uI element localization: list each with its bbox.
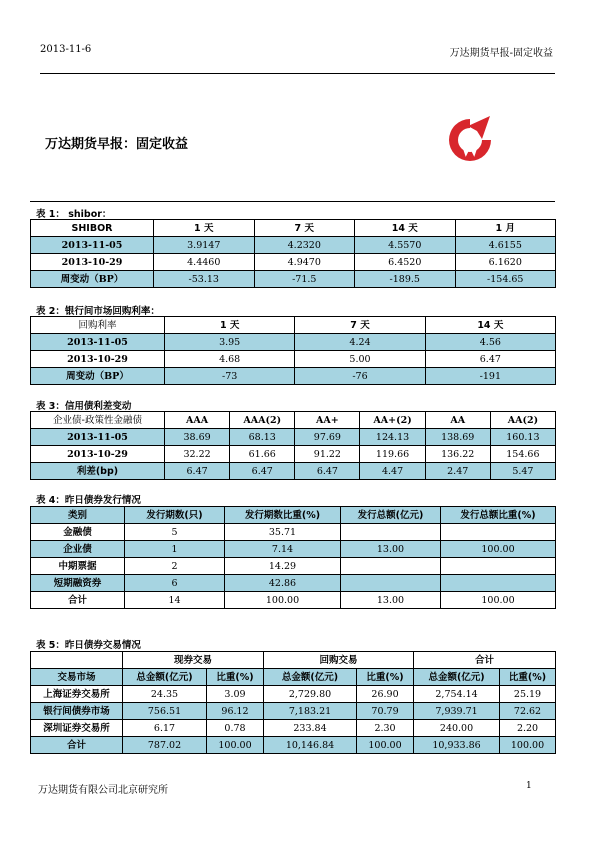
table-cell: 68.13 — [230, 429, 295, 446]
row-label: 深圳证券交易所 — [31, 720, 123, 737]
header-cell: 总金额(亿元) — [264, 669, 357, 686]
table5-caption: 表 5：昨日债券交易情况 — [36, 640, 141, 651]
header-cell: 比重(%) — [207, 669, 264, 686]
wanda-futures-logo-icon — [444, 113, 496, 169]
title-divider — [30, 201, 555, 202]
header-cell: AA+ — [295, 412, 360, 429]
table-cell: 3.09 — [207, 686, 264, 703]
table-cell: 6.4520 — [355, 254, 456, 271]
table-cell: 100.00 — [441, 541, 556, 558]
group-header-cell: 回购交易 — [264, 652, 414, 669]
table-cell: 4.2320 — [254, 237, 355, 254]
table-cell: 2.47 — [425, 463, 490, 480]
table-cell: 6.47 — [230, 463, 295, 480]
table-cell: 32.22 — [165, 446, 230, 463]
table-cell: 5 — [125, 524, 225, 541]
table-row — [31, 737, 556, 754]
table-cell: 100.00 — [207, 737, 264, 754]
header-cell: 比重(%) — [357, 669, 414, 686]
table-cell: 70.79 — [357, 703, 414, 720]
table-cell: 13.00 — [341, 541, 441, 558]
row-label: 2013-11-05 — [31, 237, 154, 254]
table-cell: 7,183.21 — [264, 703, 357, 720]
credit-spread-table — [30, 411, 556, 480]
table-cell: 72.62 — [500, 703, 556, 720]
header-cell: 发行总额比重(%) — [441, 507, 556, 524]
group-header-cell: 现券交易 — [123, 652, 264, 669]
repo-rate-table — [30, 316, 556, 385]
empty-cell — [31, 652, 123, 669]
table-cell: 154.66 — [490, 446, 555, 463]
table-cell: 6 — [125, 575, 225, 592]
table-cell — [441, 524, 556, 541]
table-cell: 6.47 — [425, 351, 555, 368]
header-cell: 类别 — [31, 507, 125, 524]
table-cell: 100.00 — [357, 737, 414, 754]
page-title: 万达期货早报：固定收益 — [45, 137, 189, 152]
table-cell: 233.84 — [264, 720, 357, 737]
table-cell: 119.66 — [360, 446, 425, 463]
row-label: 2013-11-05 — [31, 334, 165, 351]
header-cell: 发行总额(亿元) — [341, 507, 441, 524]
table-cell: 4.4460 — [154, 254, 255, 271]
table-cell: 787.02 — [123, 737, 207, 754]
table-cell: -189.5 — [355, 271, 456, 288]
header-cell: 发行期数比重(%) — [225, 507, 341, 524]
row-label: 银行间债券市场 — [31, 703, 123, 720]
header-cell: 发行期数(只) — [125, 507, 225, 524]
header-cell: 1 天 — [154, 220, 255, 237]
header-cell: SHIBOR — [31, 220, 154, 237]
table-cell — [341, 558, 441, 575]
table-cell: 1 — [125, 541, 225, 558]
table-row — [31, 446, 556, 463]
table4-caption: 表 4：昨日债券发行情况 — [36, 495, 141, 506]
header-cell: 总金额(亿元) — [123, 669, 207, 686]
table-cell: 756.51 — [123, 703, 207, 720]
table-cell: 124.13 — [360, 429, 425, 446]
table-cell: 13.00 — [341, 592, 441, 609]
table-cell: 4.47 — [360, 463, 425, 480]
row-label: 利差(bp) — [31, 463, 165, 480]
table-row — [31, 368, 556, 385]
table-row — [31, 254, 556, 271]
row-label: 企业债 — [31, 541, 125, 558]
row-label: 合计 — [31, 737, 123, 754]
table-cell: -73 — [165, 368, 295, 385]
table-cell: 26.90 — [357, 686, 414, 703]
shibor-table — [30, 219, 556, 288]
header-cell: 14 天 — [355, 220, 456, 237]
table-cell: -154.65 — [455, 271, 556, 288]
header-cell: 企业债-政策性金融债 — [31, 412, 165, 429]
row-label: 2013-10-29 — [31, 254, 154, 271]
table-cell: 7.14 — [225, 541, 341, 558]
table-cell: 4.9470 — [254, 254, 355, 271]
table-row — [31, 592, 556, 609]
header-cell: AAA(2) — [230, 412, 295, 429]
table-row — [31, 703, 556, 720]
table-row — [31, 686, 556, 703]
table-cell — [441, 575, 556, 592]
table-row — [31, 271, 556, 288]
table-cell — [441, 558, 556, 575]
table-cell: 100.00 — [500, 737, 556, 754]
table-cell: 4.24 — [295, 334, 425, 351]
table-cell: 2,729.80 — [264, 686, 357, 703]
row-label: 短期融资券 — [31, 575, 125, 592]
header-cell: 7 天 — [295, 317, 425, 334]
footer-organization: 万达期货有限公司北京研究所 — [38, 785, 168, 796]
table-cell: 7,939.71 — [414, 703, 500, 720]
table-cell: 4.5570 — [355, 237, 456, 254]
table-row — [31, 351, 556, 368]
table3-caption: 表 3：信用债利差变动 — [36, 401, 132, 412]
table-cell: 4.6155 — [455, 237, 556, 254]
page-number: 1 — [526, 781, 532, 791]
table-cell: 3.9147 — [154, 237, 255, 254]
header-date: 2013-11-6 — [40, 44, 92, 55]
row-label: 周变动（BP） — [31, 368, 165, 385]
row-label: 周变动（BP） — [31, 271, 154, 288]
table-row — [31, 334, 556, 351]
header-cell: AA — [425, 412, 490, 429]
table-cell: 4.68 — [165, 351, 295, 368]
table-cell: 138.69 — [425, 429, 490, 446]
header-cell: AA+(2) — [360, 412, 425, 429]
row-label: 2013-10-29 — [31, 351, 165, 368]
table-header-row — [31, 507, 556, 524]
table-cell: 2.30 — [357, 720, 414, 737]
table-cell: -191 — [425, 368, 555, 385]
table-row — [31, 429, 556, 446]
table-cell: 160.13 — [490, 429, 555, 446]
table-cell: 240.00 — [414, 720, 500, 737]
table-row — [31, 558, 556, 575]
table1-caption: 表 1： shibor： — [36, 209, 112, 220]
table-cell: -71.5 — [254, 271, 355, 288]
header-cell: 7 天 — [254, 220, 355, 237]
table-group-row — [31, 652, 556, 669]
table-cell: 61.66 — [230, 446, 295, 463]
table-cell: 38.69 — [165, 429, 230, 446]
table-cell — [341, 524, 441, 541]
header-cell: 回购利率 — [31, 317, 165, 334]
table-cell: 10,146.84 — [264, 737, 357, 754]
table-cell: 136.22 — [425, 446, 490, 463]
table-cell: 4.56 — [425, 334, 555, 351]
table-cell: 91.22 — [295, 446, 360, 463]
table-row — [31, 541, 556, 558]
row-label: 2013-10-29 — [31, 446, 165, 463]
header-divider — [40, 73, 555, 74]
table-row — [31, 524, 556, 541]
header-cell: 1 天 — [165, 317, 295, 334]
bond-trading-table — [30, 651, 556, 754]
table-header-row — [31, 669, 556, 686]
table-cell: 96.12 — [207, 703, 264, 720]
table-cell: 3.95 — [165, 334, 295, 351]
row-label: 上海证券交易所 — [31, 686, 123, 703]
table-cell: 10,933.86 — [414, 737, 500, 754]
table-cell: 100.00 — [225, 592, 341, 609]
header-cell: 比重(%) — [500, 669, 556, 686]
row-label: 中期票据 — [31, 558, 125, 575]
table-cell: -53.13 — [154, 271, 255, 288]
table-cell: 6.47 — [295, 463, 360, 480]
table-row — [31, 575, 556, 592]
table-cell: 97.69 — [295, 429, 360, 446]
table-cell: 5.47 — [490, 463, 555, 480]
table-cell: 6.17 — [123, 720, 207, 737]
table-header-row — [31, 412, 556, 429]
header-cell: 总金额(亿元) — [414, 669, 500, 686]
table-cell: 2 — [125, 558, 225, 575]
table-cell: 35.71 — [225, 524, 341, 541]
table-cell: 5.00 — [295, 351, 425, 368]
table-header-row — [31, 220, 556, 237]
table-row — [31, 237, 556, 254]
header-title: 万达期货早报-固定收益 — [449, 48, 553, 59]
table-cell — [341, 575, 441, 592]
header-cell: 交易市场 — [31, 669, 123, 686]
table-cell: 100.00 — [441, 592, 556, 609]
table-cell: 6.47 — [165, 463, 230, 480]
table-cell: -76 — [295, 368, 425, 385]
header-cell: AA(2) — [490, 412, 555, 429]
table-cell: 42.86 — [225, 575, 341, 592]
table-header-row — [31, 317, 556, 334]
table-row — [31, 463, 556, 480]
table-row — [31, 720, 556, 737]
table2-caption: 表 2：银行间市场回购利率： — [36, 306, 160, 317]
table-cell: 24.35 — [123, 686, 207, 703]
row-label: 2013-11-05 — [31, 429, 165, 446]
table-cell: 25.19 — [500, 686, 556, 703]
table-cell: 0.78 — [207, 720, 264, 737]
row-label: 金融债 — [31, 524, 125, 541]
table-cell: 14 — [125, 592, 225, 609]
row-label: 合计 — [31, 592, 125, 609]
table-cell: 14.29 — [225, 558, 341, 575]
table-cell: 6.1620 — [455, 254, 556, 271]
header-cell: 1 月 — [455, 220, 556, 237]
bond-issuance-table — [30, 506, 556, 609]
group-header-cell: 合计 — [414, 652, 556, 669]
header-cell: AAA — [165, 412, 230, 429]
table-cell: 2,754.14 — [414, 686, 500, 703]
table-cell: 2.20 — [500, 720, 556, 737]
header-cell: 14 天 — [425, 317, 555, 334]
